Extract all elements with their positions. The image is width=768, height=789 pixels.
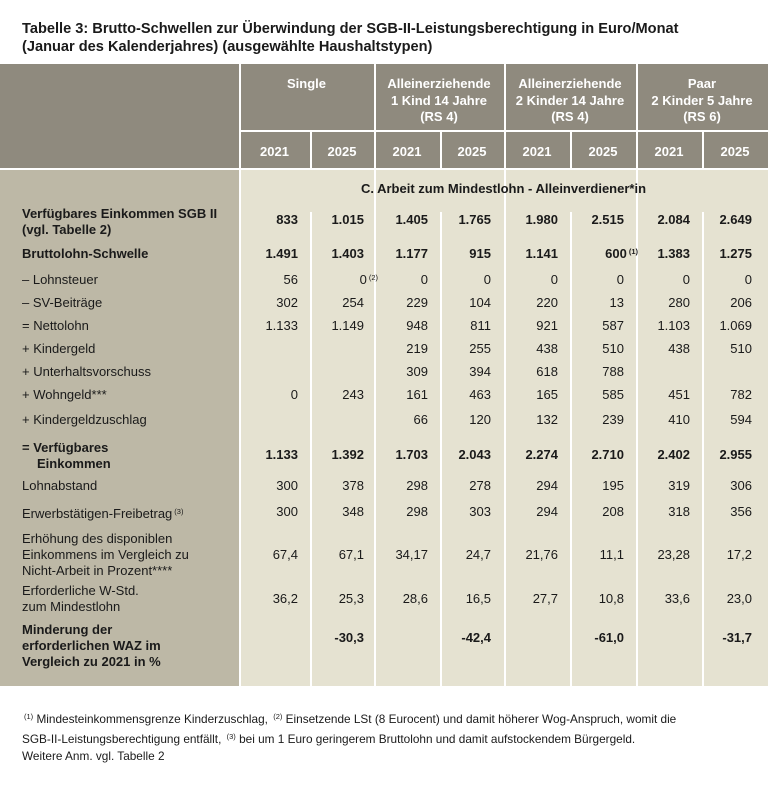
table-cell: 594 [730, 412, 752, 427]
table-cell: 36,2 [272, 591, 298, 606]
table-cell: 0 [744, 272, 752, 287]
table-cell: 788 [602, 364, 624, 379]
year-header: 2021 [260, 144, 289, 159]
table-cell: 782 [730, 387, 752, 402]
table-cell: 1.275 [719, 246, 752, 261]
table-cell: 306 [730, 478, 752, 493]
table-cell: 1.015 [331, 212, 364, 227]
table-cell: 319 [668, 478, 690, 493]
table-cell: 833 [276, 212, 298, 227]
table-cell: 309 [406, 364, 428, 379]
table-cell: 587 [602, 318, 624, 333]
table-cell: 318 [668, 504, 690, 519]
row-label: + Kindergeld [22, 341, 96, 356]
year-header: 2025 [457, 144, 487, 159]
table-cell: 280 [668, 295, 690, 310]
table-cell: 2.649 [719, 212, 752, 227]
year-header: 2025 [720, 144, 750, 159]
table-cell: 120 [469, 412, 491, 427]
table-cell: 0 [550, 272, 558, 287]
year-header: 2021 [654, 144, 684, 159]
table-cell: 2.515 [591, 212, 624, 227]
table-cell: 0 [420, 272, 428, 287]
table-cell: 17,2 [726, 547, 752, 562]
table-cell: 303 [469, 504, 491, 519]
table-cell: 585 [602, 387, 624, 402]
row-label: + Kindergeldzuschlag [22, 412, 147, 427]
table-cell: 302 [276, 295, 298, 310]
table-cell: 1.103 [657, 318, 690, 333]
title-line-1: Tabelle 3: Brutto-Schwellen zur Überwindung der SGB-II-Leistungsberechtigung in Euro/Monat [22, 21, 679, 37]
table-cell: 2.084 [657, 212, 690, 227]
table-cell: 1.765 [458, 212, 491, 227]
table-cell: 0 [483, 272, 491, 287]
table-cell: 1.133 [265, 318, 298, 333]
table-cell: 2.043 [458, 447, 491, 462]
row-label: + Unterhaltsvorschuss [22, 364, 151, 379]
table-cell: 13 [609, 295, 624, 310]
table-cell: 67,4 [272, 547, 298, 562]
row-label: = Nettolohn [22, 318, 89, 333]
table-cell: 451 [668, 387, 690, 402]
table-cell: 165 [536, 387, 558, 402]
table-cell: 348 [342, 504, 364, 519]
table-cell: 298 [406, 504, 428, 519]
table-cell: 1.405 [395, 212, 428, 227]
row-label: Erforderliche W-Std. zum Mindestlohn [22, 583, 139, 614]
table-cell: 161 [406, 387, 428, 402]
table-cell: 1.149 [331, 318, 364, 333]
row-label: Minderung der erforderlichen WAZ im Vergleich zu 2021 in % [22, 622, 161, 669]
table-cell: 618 [536, 364, 558, 379]
table-cell: -61,0 [594, 630, 624, 645]
table-cell: 1.133 [265, 447, 298, 462]
table-cell: 298 [406, 478, 428, 493]
table-cell: 2.402 [657, 447, 690, 462]
table-cell: 195 [602, 478, 624, 493]
table-cell: 2.710 [591, 447, 624, 462]
table-cell: 219 [406, 341, 428, 356]
row-label: Erwerbstätigen-Freibetrag $^{(3)}$ [22, 506, 184, 521]
row-label: Verfügbares Einkommen SGB II (vgl. Tabelle 2) [22, 206, 218, 237]
table-cell: 208 [602, 504, 624, 519]
table-cell: 1.491 [265, 246, 298, 261]
group-header-alleinerziehende-1: Alleinerziehende 1 Kind 14 Jahre (RS 4) [387, 76, 491, 124]
table-cell: 28,6 [402, 591, 428, 606]
row-label: Erhöhung des disponiblen Einkommens im Vergleich zu Nicht-Arbeit in Prozent**** [22, 531, 189, 578]
table-cell: 278 [469, 478, 491, 493]
table-cell: 410 [668, 412, 690, 427]
table-cell: 16,5 [465, 591, 491, 606]
table-cell: 11,1 [599, 547, 624, 562]
row-label: – Lohnsteuer [22, 272, 98, 287]
table-cell: 811 [470, 318, 491, 333]
row-label: – SV-Beiträge [22, 295, 103, 310]
table-cell: 132 [536, 412, 558, 427]
row-label: + Wohngeld*** [22, 387, 107, 402]
table-cell: 0 [290, 387, 298, 402]
table-cell: 220 [536, 295, 558, 310]
table-cell: 1.403 [331, 246, 364, 261]
table-cell: 2.274 [525, 447, 558, 462]
table-cell: 0 [616, 272, 624, 287]
group-header-single: Single [286, 76, 326, 91]
table-cell: 24,7 [465, 547, 491, 562]
table-cell: 66 [413, 412, 428, 427]
year-header: 2025 [588, 144, 618, 159]
table-cell: 510 [602, 341, 624, 356]
table-cell: 915 [469, 246, 491, 261]
row-label: Lohnabstand [22, 478, 98, 493]
table-cell: 34,17 [395, 547, 428, 562]
table-cell: 255 [469, 341, 491, 356]
table-cell: 1.177 [395, 246, 428, 261]
table-cell: 239 [602, 412, 624, 427]
row-label: Bruttolohn-Schwelle [22, 246, 149, 261]
table-cell: 1.980 [525, 212, 558, 227]
table-cell: 394 [469, 364, 491, 379]
table-cell: 300 [276, 504, 298, 519]
table-cell: 1.383 [657, 246, 690, 261]
data-table [0, 64, 768, 686]
table-cell: 10,8 [598, 591, 624, 606]
table-cell: 356 [730, 504, 752, 519]
footnote: $^{(1)}$ Mindesteinkommensgrenze Kinderzuschlag, $^{(2)}$ Einsetzende LSt (8 Eurocent) und damit höherer Wog-Anspruch, womit die SGB-II-Leistungsberechtigung entfällt, $^{(3)}$ bei um 1 Euro geringerem Bruttolohn und damit aufstockendem Bürgergeld. Weitere Anm. vgl. Tabelle 2 [22, 712, 677, 763]
table-cell: 294 [536, 504, 558, 519]
group-header-paar: Paar 2 Kinder 5 Jahre (RS 6) [651, 76, 753, 124]
table-cell: 23,0 [726, 591, 752, 606]
year-header: 2021 [522, 144, 552, 159]
table-cell: 600 $^{(1)}$ [605, 246, 638, 261]
section-title: C. Arbeit zum Mindestlohn - Alleinverdiener*in [360, 181, 647, 196]
table-cell: 254 [342, 295, 364, 310]
table-cell: 1.392 [331, 447, 364, 462]
table-cell: 1.703 [395, 447, 428, 462]
table-cell: 300 [276, 478, 298, 493]
table-cell: 921 [536, 318, 558, 333]
table-cell: 67,1 [338, 547, 364, 562]
table-cell: 206 [730, 295, 752, 310]
table-cell: 243 [342, 387, 364, 402]
table-cell: 56 [283, 272, 298, 287]
table-cell: -42,4 [461, 630, 491, 645]
table-cell: 0 $^{(2)}$ [359, 272, 378, 287]
table-cell: 438 [536, 341, 558, 356]
row-label: = Verfügbares Einkommen [22, 440, 111, 471]
year-header: 2021 [392, 144, 422, 159]
table-cell: 27,7 [532, 591, 558, 606]
table-cell: -30,3 [334, 630, 364, 645]
table-cell: 1.069 [719, 318, 752, 333]
group-header-alleinerziehende-2: Alleinerziehende 2 Kinder 14 Jahre (RS 4) [515, 76, 625, 124]
table-cell: 948 [406, 318, 428, 333]
table-cell: 229 [406, 295, 428, 310]
title-line-2: (Januar des Kalenderjahres) (ausgewählte Haushaltstypen) [22, 39, 433, 55]
table-cell: 21,76 [525, 547, 558, 562]
table-cell: 463 [469, 387, 491, 402]
table-cell: 25,3 [338, 591, 364, 606]
table-cell: 510 [730, 341, 752, 356]
table-cell: 33,6 [664, 591, 690, 606]
table-cell: 1.141 [525, 246, 558, 261]
table-cell: 378 [342, 478, 364, 493]
table-cell: 2.955 [719, 447, 752, 462]
table-cell: -31,7 [722, 630, 752, 645]
table-cell: 294 [536, 478, 558, 493]
table-cell: 438 [668, 341, 690, 356]
table-cell: 104 [469, 295, 491, 310]
table-title [22, 20, 762, 56]
year-header: 2025 [327, 144, 357, 159]
table-cell: 0 [682, 272, 690, 287]
table-cell: 23,28 [657, 547, 690, 562]
